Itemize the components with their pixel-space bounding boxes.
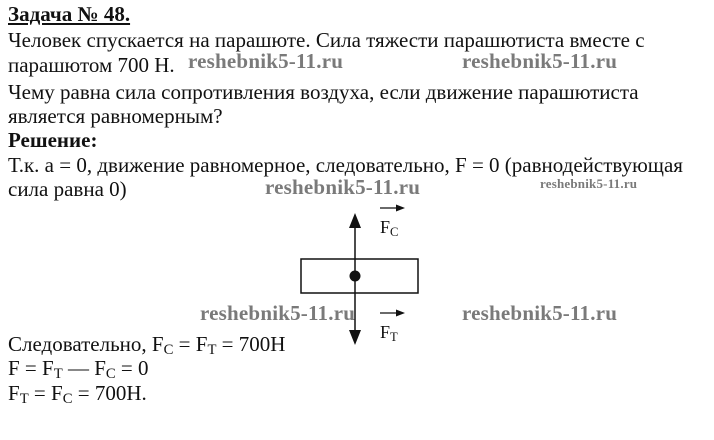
solution-line-2: сила равна 0) [8, 177, 127, 201]
watermark: reshebnik5-11.ru [540, 176, 638, 191]
arrow-up-head [349, 213, 361, 228]
arrow-down-head [349, 330, 361, 345]
watermark: reshebnik5-11.ru [188, 49, 344, 73]
force-label-resistance [380, 217, 398, 238]
solution-line-1: Т.к. a = 0, движение равномерное, следовательно, F = 0 (равнодействующая [8, 153, 683, 177]
problem-title: Задача № 48. [8, 2, 131, 26]
eq2-sub-t: T [53, 366, 63, 382]
force-label-gravity [380, 322, 398, 343]
eq2-value: = 0 [115, 356, 149, 380]
eq1-sub-t: T [207, 342, 217, 358]
watermark: reshebnik5-11.ru [462, 49, 618, 73]
force-label-resistance-symbol: F [380, 217, 391, 237]
watermark: reshebnik5-11.ru [462, 301, 618, 325]
eq3-mid: = F [28, 381, 63, 405]
eq1-prefix: Следовательно, F [8, 332, 164, 356]
eq2-sub-c: C [105, 366, 116, 382]
force-diagram-svg [290, 195, 430, 355]
result-equation-3 [8, 381, 147, 405]
force-diagram [290, 195, 430, 360]
eq1-mid: = F [173, 332, 208, 356]
vector-arrow-fc-head [396, 205, 405, 212]
result-equation-1 [8, 332, 285, 356]
force-label-gravity-symbol: F [380, 322, 391, 342]
center-of-mass-dot [350, 271, 361, 282]
eq3-sub-c: C [62, 391, 73, 407]
eq2-prefix: F = F [8, 356, 54, 380]
force-label-gravity-sub: T [390, 330, 398, 344]
problem-question-line-1: Чему равна сила сопротивления воздуха, если движение парашютиста [8, 80, 639, 104]
problem-question-line-2: является равномерным? [8, 104, 223, 128]
solution-heading: Решение: [8, 128, 98, 152]
eq2-mid: — F [62, 356, 106, 380]
vector-arrow-ft-head [396, 310, 405, 317]
eq1-value: = 700H [216, 332, 286, 356]
watermark: reshebnik5-11.ru [200, 301, 356, 325]
eq1-sub-c: C [163, 342, 174, 358]
force-label-resistance-sub: C [390, 225, 399, 239]
problem-text-line-1: Человек спускается на парашюте. Сила тяжести парашютиста вместе с [8, 28, 645, 52]
eq3-value: = 700H. [72, 381, 147, 405]
result-equation-2 [8, 356, 149, 380]
eq3-sub-t: T [19, 391, 29, 407]
eq3-prefix: F [8, 381, 20, 405]
watermark: reshebnik5-11.ru [265, 175, 421, 199]
problem-text-line-2: парашютом 700 Н. [8, 53, 175, 77]
